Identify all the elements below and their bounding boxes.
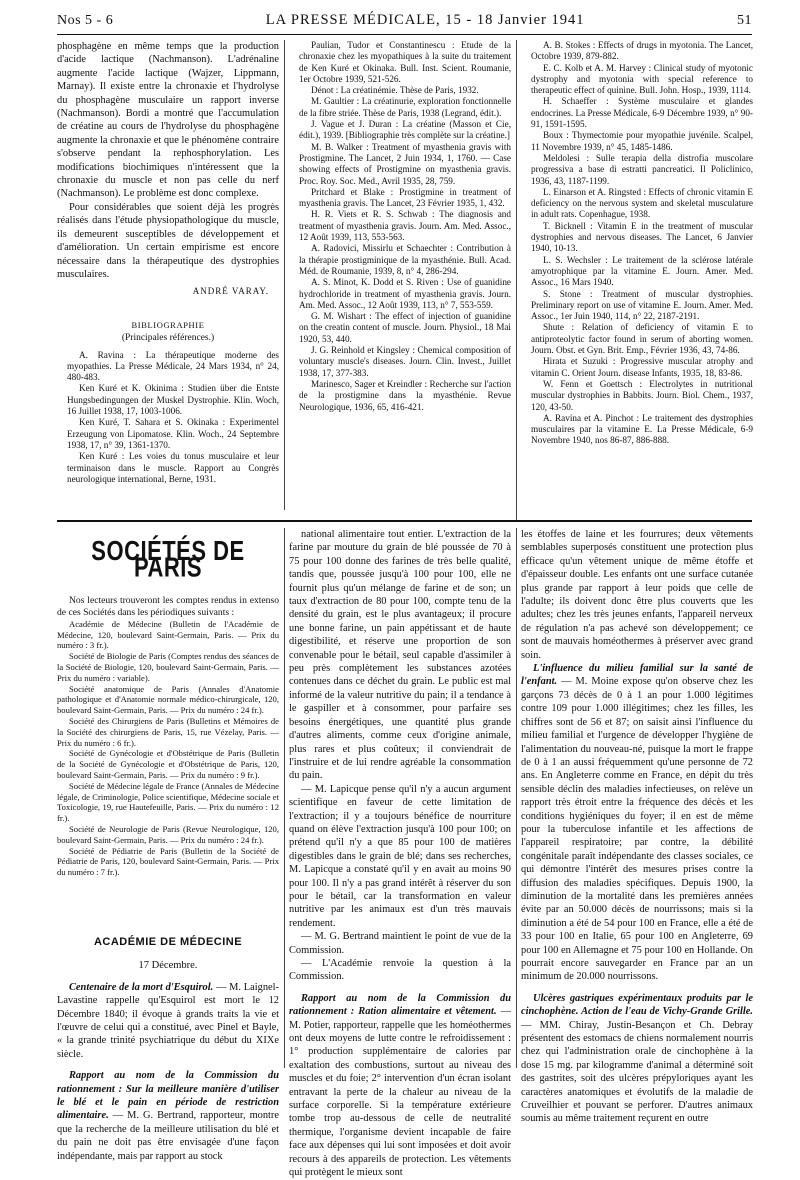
article-paragraph: national alimentaire tout entier. L'extraction de la farine par mouture du grain de blé poussée de 70 à 75 pour 100 donne des farines de très belle qualité, tandis que, poussée jusqu'à 100 pour 100, elle ne fournit plus qu'un mélange de farine et de son; un taux d'extraction de 80 pour 100, compte tenu de la densité du grain, est le plus avantageux; il procure une bonne farine, un pain appétissant et de haute digestibilité, et réserve une proportion de son convenable pour le bétail, seul capable d'assimiler à peu près complètement les substances azotées contenues dans ce déchet du grain. Le public est mal informé de la valeur nutritive du pain; il a tendance à le gaspiller et à consommer, pour parfaire ses besoins énergétiques, une quantité plus grande d'autres aliments, comme ceux d'origine animale, plus rares et plus coûteux; il conviendrait de l'instruire et de lui rendre agréable la consommation du pain.: [289, 529, 511, 782]
reference-list: [521, 40, 753, 447]
reference-entry: Boux : Thymectomie pour myopathie juvénile. Scalpel, 11 Novembre 1939, n° 45, 1485-1486.: [531, 130, 753, 152]
article-paragraph: — M. Lapicque pense qu'il n'y a aucun argument scientifique en faveur de cette limitation de l'extraction; il y a toujours bénéfice de nourriture quand on élève l'extraction jusqu'à 100 pour 100; on prétend qu'il n'y a que 85 pour 100 de matières digestibles dans le grain de blé; dans ses recherches, M. Lapicque a constaté qu'il y en avait au moins 90 pour 100. Il n'y a pas grand intérêt à réserver du son pour le bétail, car la transformation en valeur nutritive par les animaux est d'un très mauvais rendement.: [289, 783, 511, 929]
reference-entry: M. Gaultier : La créatinurie, exploration fonctionnelle de la fibre striée. Thèse de Paris, 1938 (Legrand, édit.).: [299, 96, 511, 118]
reference-entry: J. G. Reinhold et Kingsley : Chemical composition of voluntary muscle's diseases. Journ. Clin. Invest., Juillet 1938, 17, 377-383.: [299, 345, 511, 378]
reference-entry: Shute : Relation of deficiency of vitamin E to antiproteolytic factor found in serum of aborting women. Journ. Obst. et Gyn. Brit. Emp., Février 1936, 43, 74-86.: [531, 322, 753, 356]
reference-entry: S. Stone : Treatment of muscular dystrophies. Preliminary report on use of vitamine E. Journ. Amer. Med. Assoc., 1er Juin 1940, 114, n° 22, 2187-2191.: [531, 288, 753, 322]
reference-entry: Dénot : La créatinémie. Thèse de Paris, 1932.: [311, 85, 479, 96]
societes-column-2: [289, 528, 511, 1179]
item-title: Rapport au nom de la Commission du rationnement : Sur la meilleure manière d'utiliser le blé et le pain en période de restriction alimentaire.: [57, 1070, 279, 1122]
session-item: [57, 1069, 279, 1163]
reference-entry: Meldolesi : Sulle terapia della distrofia muscolare progressiva a base di estratti pancreatici. Il Policlinico, 1936, 43, 1187-1199.: [531, 152, 753, 186]
item-title: Rapport au nom de la Commission du rationnement : Ration alimentaire et vêtement.: [289, 992, 511, 1018]
reference-entry: Ken Kuré et K. Okinima : Studien über die Entste Hungsbedingungen der Muskel Dystrophie. Klin. Woch, 16 Juillet 1938, 17, 1003-1006.: [67, 383, 279, 417]
item-text: — MM. Chiray, Justin-Besançon et Ch. Debray présentent des estomacs de chiens normalement nourris chez qui l'administration orale de cinchophène à la dose 15 mg. par kilogramme d'animal a déterminé soit des gastrites, soit des ulcères prépyloriques ayant les caractères anatomiques et évolutifs de la maladie de Cruveilhier et pouvant se perforer. D'autres animaux soumis au même traitement reçurent en outre: [521, 1019, 753, 1125]
item-title: Ulcères gastriques expérimentaux produits par le cinchophène. Action de l'eau de Vichy-Grande Grille.: [521, 992, 753, 1018]
article-paragraph: — M. G. Bertrand maintient le point de vue de la Commission.: [289, 931, 511, 956]
session-date: 17 Décembre.: [138, 960, 198, 972]
society-entry: Société de Pédiatrie de Paris (Bulletin de la Société de Pédiatrie de Paris, 120, boulevard Saint-Germain, Paris. — Prix du numéro : 7 fr.).: [57, 845, 279, 878]
session-items: [57, 981, 279, 1163]
page-header: [57, 12, 752, 34]
society-entry: Académie de Médecine (Bulletin de l'Académie de Médecine, 120, boulevard Saint-Germain, Paris. — Prix du numéro : 3 fr.).: [57, 618, 279, 651]
reference-entry: Paulian, Tudor et Constantinescu : Etude de la chronaxie chez les myopathiques à la suite du traitement de Ken Kuré et Okinaka. Bull. Inst. Scient. Roumanie, 1er Octobre 1939, 521-526.: [299, 40, 511, 84]
article-paragraph: Pour considérables que soient déjà les progrès réalisés dans l'étude physiopathologique du muscle, ils demeurent susceptibles de développement et d'amélioration. Un certain empirisme est encore nécessaire dans la thérapeutique des dystrophies musculaires.: [57, 201, 279, 280]
article-column-1: [57, 40, 279, 510]
reference-entry: M. B. Walker : Treatment of myasthenia gravis with Prostigmine. The Lancet, 2 Juin 1934, 1, 1760. — Case showing effects of Prostigmine on myasthenia gravis. Proc. Roy. Soc. Med., Avril 1935, 28, 759.: [299, 141, 511, 186]
reference-entry: Ken Kuré, T. Sahara et S. Okinaka : Experimentel Erzeugung von Lipomatose. Klin. Woch., 24 Septembre 1938, 17, n° 39, 1361-1370.: [67, 417, 279, 450]
reference-entry: A. Ravina : La thérapeutique moderne des myopathies. La Presse Médicale, 24 Mars 1934, n° 24, 480-483.: [67, 349, 279, 383]
society-entry: Société de Médecine légale de France (Annales de Médecine légale, de Criminologie, Police scientifique, Médecine sociale et Toxicologie, 19, rue Hautefeuille, Paris. — Prix du numéro : 12 fr.).: [57, 780, 279, 824]
society-list: [57, 619, 279, 878]
session-item: [521, 992, 753, 1126]
reference-entry: L. S. Wechsler : Le traitement de la sclérose latérale amyotrophique par la vitamine E. Journ. Amer. Med. Assoc., 16 Mars 1940.: [531, 254, 753, 288]
page-number: 51: [736, 13, 752, 28]
item-text: — M. G. Bertrand, rapporteur, montre que la recherche de la meilleure utilisation du blé et du pain ne doit pas être envisagée d'une façon indépendante, mais par rapport au stock: [57, 1110, 279, 1162]
item-text: — M. Moine expose qu'on observe chez les garçons 73 décès de 0 à 1 an pour 1.000 légitimes contre 109 pour 1.000 illégitimes; chez les filles, les chiffres sont de 56 et 87; on saisit ainsi l'influence du milieu familial et l'urgence de développer l'hygiène de l'alimentation du nouveau-né, puisque la mort le frappe de 0 à 1 an aussi fréquemment qu'une personne de 72 ans. En Angleterre comme en France, en dépit du très sensible déclin des maladies infectieuses, on relève un rapport très étroit entre la fréquence des décès et les conditions hygiéniques du foyer; il en est de même pour la tuberculose infantile et les affections de l'appareil respiratoire; par contre, la débilité congénitale paraît indépendante des classes sociales, ce qui démontre l'intérêt des mesures prises contre la diffusion des maladies spécifiques. Depuis 1900, la diminution de la mortalité dans les premières années évite par an 50.000 décès de nourrissons; mais si la diminution a été de 54 pour 100 en France, elle a été de 33 pour 100 en Italie, 65 pour 100 en Angleterre, 69 pour 100 en Allemagne et 75 pour 100 en Hollande. On pourrait encore sauvegarder en France par an un minimum de 20.000 nourrissons.: [521, 676, 753, 983]
reference-entry: Ken Kuré : Les voies du tonus musculaire et leur terminaison dans le muscle. Rapport au Congrès neurologique international, Berne, 1931.: [67, 451, 279, 484]
journal-title: LA PRESSE MÉDICALE, 15 - 18 Janvier 1941: [265, 12, 585, 28]
item-title: Centenaire de la mort d'Esquirol.: [69, 981, 214, 993]
session-items: [521, 662, 753, 1126]
society-entry: Société de Gynécologie et d'Obstétrique de Paris (Bulletin de la Société de Gynécologie et d'Obstétrique de Paris, 120, boulevard Saint-Germain, Paris. — Prix du numéro : 9 fr.).: [57, 748, 279, 780]
reference-list: [57, 350, 279, 486]
issue-number: Nos 5 - 6: [57, 13, 114, 28]
column-divider: [284, 40, 285, 510]
header-rule: [57, 34, 752, 35]
reference-entry: A. B. Stokes : Effects of drugs in myotonia. The Lancet, Octobre 1939, 879-882.: [531, 40, 753, 62]
reference-entry: A. Ravina et A. Pinchot : Le traitement des dystrophies musculaires par la vitamine E. La Presse Médicale, 6-9 Novembre 1940, nos 86-87, 886-888.: [531, 412, 753, 446]
society-entry: Société anatomique de Paris (Annales d'Anatomie pathologique et d'Anatomie normale médico-chirurgicale, 120, boulevard Saint-Germain, Paris. — Prix du numéro : 24 fr.).: [57, 683, 279, 716]
reference-entry: H. Schaeffer : Système musculaire et glandes endocrines. La Presse Médicale, 6-9 Décembre 1939, n° 90-91, 1591-1595.: [531, 96, 753, 130]
reference-entry: G. M. Wishart : The effect of injection of guanidine on the creatin content of muscle. Journ. Physiol., 18 Mai 1920, 53, 440.: [299, 311, 511, 344]
societes-column-1: [57, 528, 279, 1162]
reference-entry: W. Fenn et Goettsch : Electrolytes in nutritional muscular dystrophies in Babbits. Journ. Biol. Chem., 1937, 120, 43-50.: [531, 378, 753, 412]
item-text: — M. Potier, rapporteur, rappelle que les homéothermes ont deux moyens de lutte contre le refroidissement : 1° production supplémentaire de calories par exaltation des combustions, surtout au niveau des muscles et du foie; 2° intervention d'un écran isolant entravant la perte de la chaleur au niveau de la surface corporelle. Si la température extérieure tombe trop au-dessous de celle de neutralité thermique, l'organisme devient incapable de faire face aux dépenses qui lui sont imposées et doit avoir recours à des appareils de protection. Les vêtements qui protègent le mieux sont: [289, 1006, 511, 1179]
society-entry: Société des Chirurgiens de Paris (Bulletins et Mémoires de la Société des chirurgiens de Paris, 15, rue Vézelay, Paris. — Prix du numéro : 6 fr.).: [57, 715, 279, 748]
bibliography-subheading: (Principales références.): [121, 333, 215, 344]
item-text: — M. Laignel-Lavastine rappelle qu'Esquirol est mort le 12 Décembre 1840; il évoque à grands traits la vie et l'œuvre de celui qui a constitué, avec Pinel et Bayle, « la grande trinité psychiatrique du début du XIXe siècle.: [57, 981, 279, 1060]
author-signature: ANDRÉ VARAY.: [192, 286, 269, 297]
reference-entry: A. S. Minot, K. Dodd et S. Riven : Use of guanidine hydrochloride in treatment of myasthenia gravis. Journ. Am. Med. Assoc., 12 Août 1939, 113, n° 7, 553-559.: [299, 277, 511, 310]
item-title: L'influence du milieu familial sur la santé de l'enfant.: [521, 663, 753, 688]
reference-entry: T. Bicknell : Vitamin E in the treatment of muscular dystrophies and nervous diseases. The Lancet, 6 Janvier 1940, 10-13.: [531, 220, 753, 254]
reference-entry: J. Vague et J. Duran : La créatine (Masson et Cie, édit.), 1939. [Bibliographie très complète sur la créatine.]: [299, 119, 511, 141]
reference-list: [289, 40, 511, 413]
reference-entry: A. Radovici, Missirlu et Schaechter : Contribution à la thérapie prostigminique de la myasthénie. Bull. Acad. Méd. de Roumanie, 1939, 8, n° 4, 286-294.: [299, 243, 511, 276]
section-title: SOCIÉTÉS DE PARIS: [91, 535, 245, 584]
section-divider: [57, 520, 752, 522]
reference-entry: E. C. Kolb et A. M. Harvey : Clinical study of myotonic dystrophy and myotonia with special reference to therapeutic effect of quinine. Bull. John. Hosp., 1939, 1114.: [531, 62, 753, 96]
reference-entry: Pritchard et Blake : Prostigmine in treatment of myasthenia gravis. The Lancet, 23 Février 1935, 1, 432.: [299, 186, 511, 209]
academie-heading: ACADÉMIE DE MÉDECINE: [93, 935, 243, 948]
session-item: [289, 992, 511, 1180]
reference-entry: Hirata et Suzuki : Progressive muscular atrophy and vitamin C. Orient Journ. disease Infants, 1935, 18, 83-86.: [531, 356, 753, 378]
societes-column-3: [521, 528, 753, 1125]
article-paragraph: les étoffes de laine et les fourrures; deux vêtements semblables superposés constituent une protection plus efficace qu'un vêtement unique de même étoffe et d'épaisseur double. Les enfants ont une surface cutanée plus grande par rapport à leur poids que celle de l'adulte; ils doivent donc être plus couverts que les adultes; chez les très jeunes enfants, l'appareil nerveux de régulation n'a pas achevé son développement; ce sont de mauvais homéothermes à préserver avec grand soin.: [521, 529, 753, 661]
reference-entry: L. Einarson et A. Ringsted : Effects of chronic vitamin E deficiency on the nervous system and skeletal musculature in adult rats. Copenhague, 1938.: [531, 186, 753, 220]
section-intro: Nos lecteurs trouveront les comptes rendus in extenso de ces Sociétés dans les périodiques suivants :: [57, 594, 279, 618]
society-entry: Société de Biologie de Paris (Comptes rendus des séances de la Société de Biologie, 120, boulevard Saint-Germain, Paris. — Prix du numéro : variable).: [57, 651, 279, 683]
article-paragraph: — L'Académie renvoie la question à la Commission.: [289, 958, 511, 983]
reference-column-2: [289, 40, 511, 520]
society-entry: Société de Neurologie de Paris (Revue Neurologique, 120, boulevard Saint-Germain, Paris. — Prix du numéro : 24 fr.).: [57, 823, 279, 845]
column-divider: [516, 528, 517, 1068]
article-paragraph: phosphagène en même temps que la production d'acide lactique (Nachmanson). L'adrénaline augmente l'acide lactique (Wajzer, Lippmann, Marnay). Il existe entre la chronaxie et l'hydrolyse du phosphagène musculaire un rapport inverse (Nachmanson). Bordi a montré que l'accumulation de créatine au cours de l'hydrolyse du phosphagène augmente la chronaxie et que le phénomène contraire s'observe pendant la rephosphorylation. Les modifications biochimiques n'intéressent que la chronaxie du muscle et non pas celle du nerf (Nachmanson). Le problème est donc complexe.: [57, 41, 279, 200]
bibliography-heading: BIBLIOGRAPHIE: [131, 319, 205, 330]
reference-column-3: [521, 40, 753, 520]
reference-entry: Marinesco, Sager et Kreindler : Recherche sur l'action de la prostigmine dans la myasthénie. Revue Neurologique, 1936, 65, 416-421.: [299, 378, 511, 412]
column-divider: [516, 40, 517, 520]
column-divider: [284, 528, 285, 1068]
session-item: [521, 662, 753, 984]
reference-entry: H. R. Viets et R. S. Schwab : The diagnosis and treatment of myasthenia gravis. Journ. Am. Med. Assoc., 12 Août 1939, 113, 553-563.: [299, 209, 511, 243]
session-item: [57, 981, 279, 1061]
